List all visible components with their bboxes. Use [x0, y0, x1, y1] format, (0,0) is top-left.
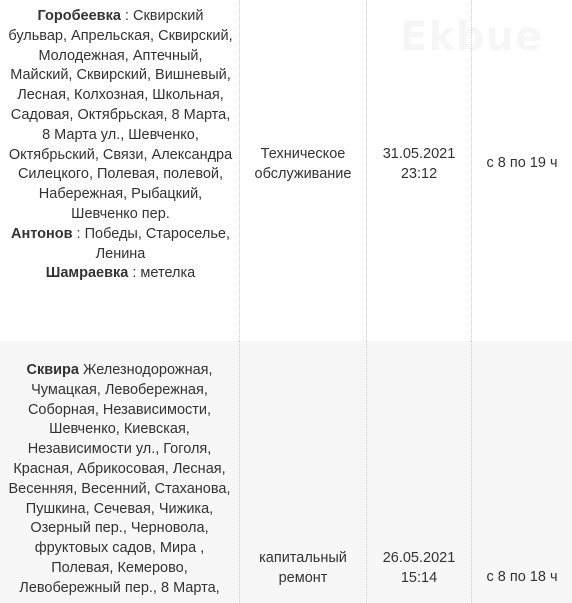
- settlement-name: Горобеевка: [37, 8, 121, 24]
- locations-cell: [0, 341, 240, 603]
- street-list: : Победы, Староселье, Ленина: [72, 225, 230, 262]
- locations-text: [8, 7, 233, 284]
- work-type: капитальный ремонт: [259, 550, 347, 586]
- settlement-name: Сквира: [26, 362, 79, 378]
- location-item: [8, 362, 230, 596]
- locations-text: [7, 361, 233, 599]
- street-list: : Сквирский бульвар, Апрельская, Сквирский, Молодежная, Аптечный, Майский, Сквирский, Вишневый, Лесная, Колхозная, Школьная, Садовая, Октябрьская, 8 Марта, 8 Марта ул., Шевченко, Октябрьский, Связи, Александра Силецкого, Полевая, полевой, Набережная, Рыбацкий, Шевченко пер.: [8, 8, 233, 222]
- location-item: [11, 226, 230, 262]
- datetime: [383, 549, 456, 589]
- datetime: [383, 145, 456, 185]
- datetime-cell: [367, 341, 472, 603]
- settlement-name: Шамраевка: [45, 265, 129, 282]
- date: 26.05.2021: [382, 550, 456, 566]
- table-row: [0, 341, 572, 603]
- work-type: Техническое обслуживание: [254, 146, 352, 182]
- work-type-cell: [240, 0, 367, 341]
- location-item: [8, 8, 232, 222]
- time: 15:14: [400, 569, 438, 586]
- hours: с 8 по 18 ч: [486, 569, 558, 585]
- time: 23:12: [400, 165, 438, 182]
- hours-cell: [472, 341, 572, 603]
- locations-cell: [0, 0, 240, 341]
- settlement-name: Антонов: [10, 225, 73, 242]
- hours: с 8 по 19 ч: [486, 155, 558, 171]
- date: 31.05.2021: [382, 146, 456, 162]
- street-list: : метелка: [128, 265, 196, 282]
- location-item: [46, 265, 195, 281]
- street-list: Железнодорожная, Чумацкая, Левобережная, Соборная, Независимости, Шевченко, Киевская, Независимости ул., Гоголя, Красная, Абрикосовая, Лесная, Весенняя, Весенний, Стаханова, Пушкина, Сечевая, Чижика, Озерный пер., Черновола, фруктовых садов, Мира , Полевая, Кемерово, Левобережный пер., 8 Марта,: [8, 362, 231, 596]
- work-type-cell: [240, 341, 367, 603]
- watermark-logo: [400, 14, 543, 60]
